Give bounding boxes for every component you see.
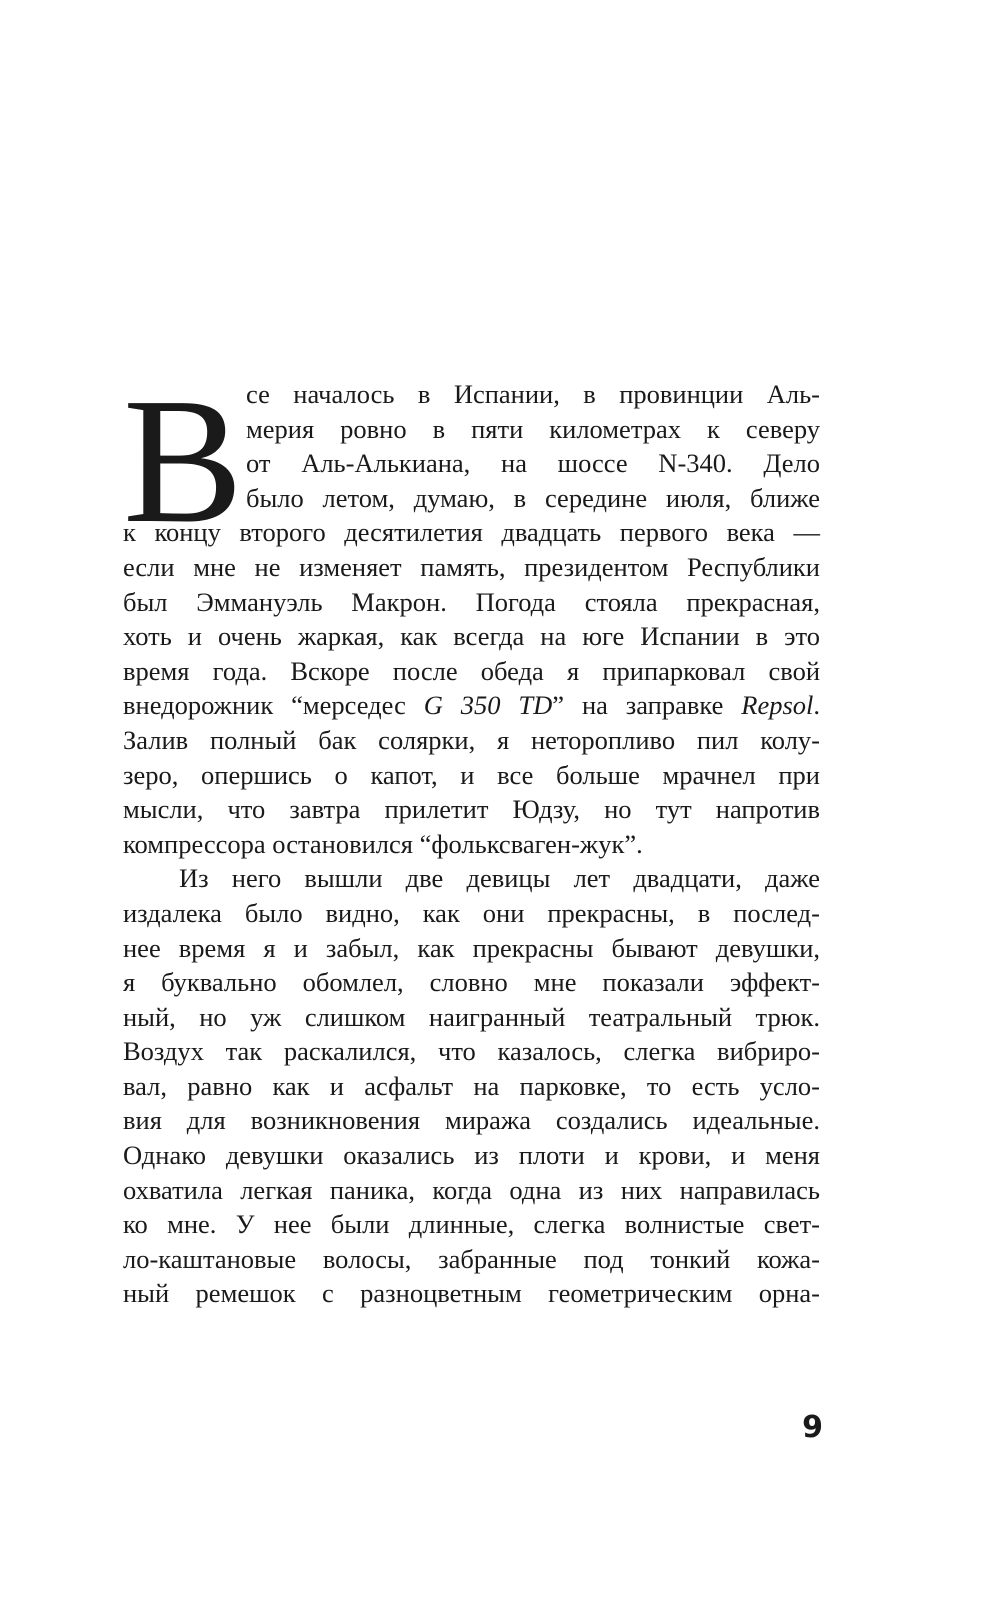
text-line: от Аль-Алькиана, на шоссе N-340. Дело (246, 448, 820, 479)
text-line: компрессора остановился “фольксваген-жук”. (123, 828, 643, 859)
text-line: издалека было видно, как они прекрасны, в послед- (123, 897, 820, 928)
text-line: к концу второго десятилетия двадцать первого века — (123, 517, 820, 548)
text-line: Воздух так раскалился, что казалось, слегка вибриро- (123, 1036, 820, 1067)
text-line: зеро, опершись о капот, и все больше мрачнел при (123, 759, 820, 790)
page-number: 9 (802, 1410, 823, 1445)
text-line: если мне не изменяет память, президентом Республики (123, 551, 820, 582)
text-line: Залив полный бак солярки, я неторопливо пил колу- (123, 724, 820, 755)
text-line: охватила легкая паника, когда одна из них направилась (123, 1174, 820, 1205)
text-line: мерия ровно в пяти километрах к северу (246, 413, 820, 444)
text-line: мысли, что завтра прилетит Юдзу, но тут напротив (123, 794, 820, 825)
text-line: Однако девушки оказались из плоти и крови, и меня (123, 1140, 820, 1171)
drop-cap: В (123, 361, 244, 560)
text-line: вал, равно как и асфальт на парковке, то есть усло- (123, 1070, 820, 1101)
body-text (123, 377, 820, 1311)
text-line: Из него вышли две девицы лет двадцати, даже (179, 863, 820, 894)
text-segment: ” на заправке (552, 690, 742, 721)
brand-name-italic: Repsol (741, 690, 814, 721)
text-line: вия для возникновения миража создались идеальные. (123, 1105, 820, 1136)
text-segment: внедорожник “мерседес (123, 690, 424, 721)
text-line: был Эммануэль Макрон. Погода стояла прекрасная, (123, 586, 820, 617)
text-line: ко мне. У нее были длинные, слегка волнистые свет- (123, 1209, 820, 1240)
text-line: ный ремешок с разноцветным геометрическим орна- (123, 1278, 820, 1309)
text-line: нее время я и забыл, как прекрасны бывают девушки, (123, 932, 820, 963)
text-line: ло-каштановые волосы, забранные под тонкий кожа- (123, 1243, 820, 1274)
car-model-italic: G 350 TD (423, 690, 553, 721)
text-segment: . (813, 690, 821, 721)
text-line: хоть и очень жаркая, как всегда на юге Испании в это (123, 621, 820, 652)
text-line-with-italics (123, 688, 820, 723)
text-line: се началось в Испании, в провинции Аль- (246, 379, 820, 409)
text-line: было летом, думаю, в середине июля, ближе (246, 482, 820, 513)
text-line: время года. Вскоре после обеда я припарковал свой (123, 655, 820, 686)
text-line: я буквально обомлел, словно мне показали эффект- (123, 967, 820, 998)
text-line: ный, но уж слишком наигранный театральный трюк. (123, 1001, 820, 1032)
